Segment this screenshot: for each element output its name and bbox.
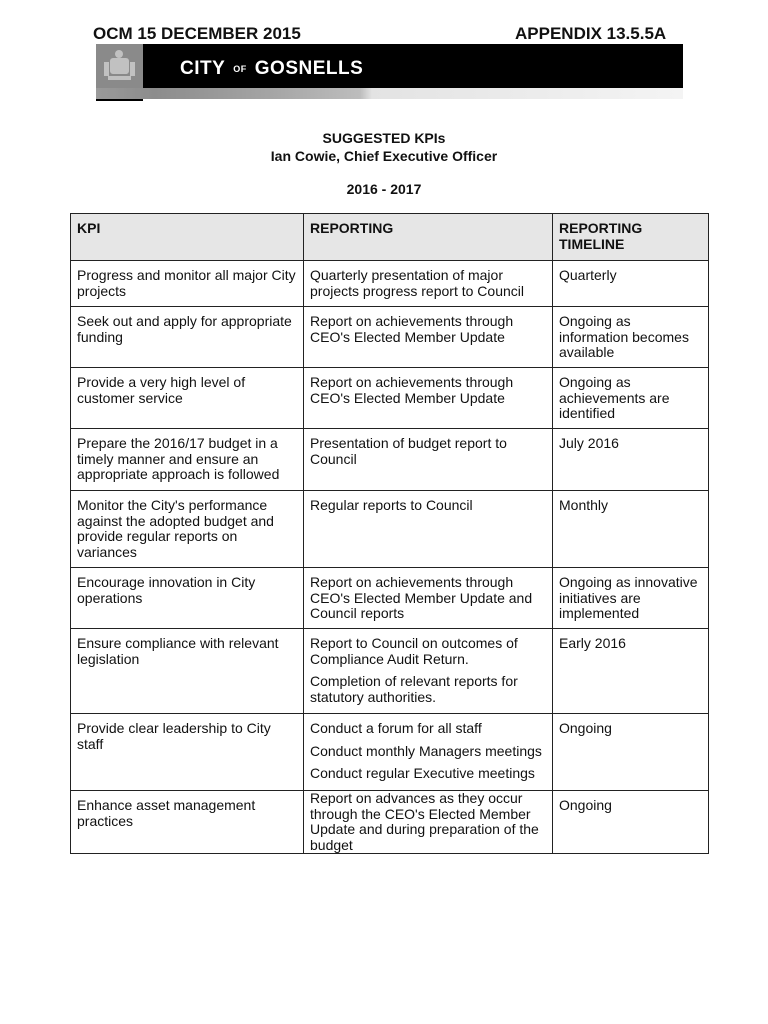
crest-icon bbox=[96, 44, 143, 88]
kpi-cell: Seek out and apply for appropriate funding bbox=[71, 307, 304, 368]
reporting-item: Conduct monthly Managers meetings bbox=[310, 742, 542, 759]
table-row bbox=[71, 629, 709, 714]
timeline-cell: Ongoing bbox=[553, 714, 709, 791]
reporting-item: Quarterly presentation of major projects progress report to Council bbox=[310, 267, 524, 299]
reporting-cell bbox=[304, 307, 553, 368]
kpi-table bbox=[70, 213, 709, 854]
city-logo-banner bbox=[96, 44, 683, 99]
document-title: SUGGESTED KPIs bbox=[322, 130, 446, 146]
reporting-item: Report to Council on outcomes of Compliance Audit Return. bbox=[310, 635, 518, 667]
kpi-cell: Progress and monitor all major City projects bbox=[71, 261, 304, 307]
meeting-reference: OCM 15 DECEMBER 2015 bbox=[93, 24, 301, 43]
logo-name-text: GOSNELLS bbox=[254, 58, 364, 79]
logo-of-text: OF bbox=[233, 63, 247, 74]
timeline-cell: Monthly bbox=[553, 491, 709, 568]
city-name-logo bbox=[180, 58, 363, 80]
document-period: 2016 - 2017 bbox=[346, 181, 422, 197]
reporting-item: Regular reports to Council bbox=[310, 497, 473, 513]
timeline-cell: Ongoing bbox=[553, 791, 709, 854]
column-header-timeline: REPORTING TIMELINE bbox=[553, 214, 709, 261]
logo-city-text: CITY bbox=[180, 58, 226, 79]
reporting-cell bbox=[304, 714, 553, 791]
table-header-row bbox=[71, 214, 709, 261]
column-header-kpi: KPI bbox=[71, 214, 304, 261]
reporting-item: Presentation of budget report to Council bbox=[310, 435, 507, 467]
table-row bbox=[71, 568, 709, 629]
reporting-item: Report on advances as they occur through the CEO's Elected Member Update and during preparation of the budget bbox=[310, 790, 539, 853]
reporting-item: Report on achievements through CEO's Elected Member Update bbox=[310, 313, 514, 345]
table-row bbox=[71, 714, 709, 791]
kpi-cell: Encourage innovation in City operations bbox=[71, 568, 304, 629]
kpi-cell: Prepare the 2016/17 budget in a timely manner and ensure an appropriate approach is followed bbox=[71, 429, 304, 491]
table-row bbox=[71, 368, 709, 429]
timeline-cell: Early 2016 bbox=[553, 629, 709, 714]
appendix-reference: APPENDIX 13.5.5A bbox=[515, 24, 667, 43]
timeline-cell: July 2016 bbox=[553, 429, 709, 491]
timeline-cell: Quarterly bbox=[553, 261, 709, 307]
table-row bbox=[71, 261, 709, 307]
table-row bbox=[71, 307, 709, 368]
document-subtitle: Ian Cowie, Chief Executive Officer bbox=[270, 148, 498, 164]
reporting-cell bbox=[304, 368, 553, 429]
reporting-item: Report on achievements through CEO's Elected Member Update and Council reports bbox=[310, 574, 533, 621]
reporting-item: Completion of relevant reports for statutory authorities. bbox=[310, 673, 518, 705]
kpi-cell: Provide a very high level of customer service bbox=[71, 368, 304, 429]
table-row bbox=[71, 791, 709, 854]
reporting-cell bbox=[304, 261, 553, 307]
timeline-cell: Ongoing as achievements are identified bbox=[553, 368, 709, 429]
reporting-cell bbox=[304, 629, 553, 714]
reporting-cell bbox=[304, 791, 553, 854]
timeline-cell: Ongoing as information becomes available bbox=[553, 307, 709, 368]
banner-underline bbox=[96, 99, 143, 101]
reporting-item: Conduct regular Executive meetings bbox=[310, 765, 535, 781]
reporting-cell bbox=[304, 429, 553, 491]
kpi-cell: Ensure compliance with relevant legislation bbox=[71, 629, 304, 714]
table-row bbox=[71, 429, 709, 491]
reporting-item: Conduct a forum for all staff bbox=[310, 720, 482, 736]
reporting-cell bbox=[304, 491, 553, 568]
column-header-reporting: REPORTING bbox=[304, 214, 553, 261]
banner-strip bbox=[96, 88, 683, 99]
timeline-cell: Ongoing as innovative initiatives are implemented bbox=[553, 568, 709, 629]
table-row bbox=[71, 491, 709, 568]
kpi-cell: Provide clear leadership to City staff bbox=[71, 714, 304, 791]
reporting-cell bbox=[304, 568, 553, 629]
kpi-cell: Monitor the City's performance against the adopted budget and provide regular reports on variances bbox=[71, 491, 304, 568]
reporting-item: Report on achievements through CEO's Elected Member Update bbox=[310, 374, 514, 406]
kpi-cell: Enhance asset management practices bbox=[71, 791, 304, 854]
